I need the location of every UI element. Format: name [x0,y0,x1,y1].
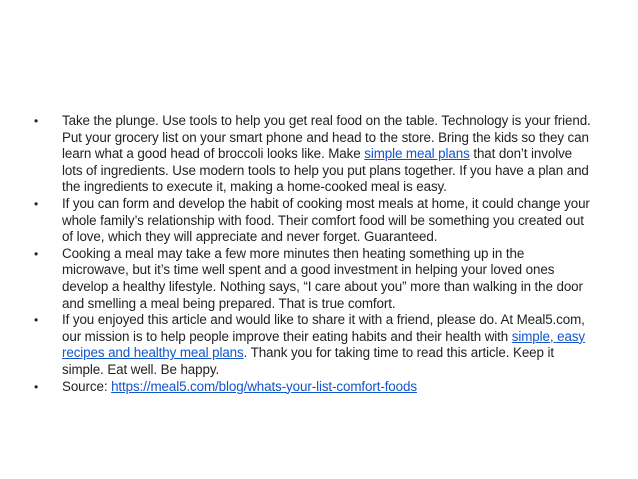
source-link[interactable]: https://meal5.com/blog/whats-your-list-comfort-foods [111,378,417,394]
bullet-marker: • [34,246,39,261]
bullet-marker: • [34,196,39,211]
bullet-text: . Thank you for taking time to read this article. Keep it simple. Eat well. Be happy. [62,345,554,377]
source-label: Source: [62,378,112,394]
simple-meal-plans-link[interactable]: simple meal plans [364,146,470,162]
bullet-item [34,246,594,312]
bullet-text: If you enjoyed this article and would like to share it with a friend, please do. At Meal5.com, our mission is to help people improve their eating habits and their health with [62,312,585,344]
bullet-marker: • [34,114,39,128]
bullet-item [34,113,594,196]
bullet-marker: • [34,379,39,394]
bullet-item [34,196,594,246]
bullet-item [34,379,594,396]
bullet-text: Cooking a meal may take a few more minutes then heating something up in the microwave, but it’s time well spent and a good investment in helping your loved ones develop a healthy lifestyle. Nothing says, “I care about you” more than walking in the door and smelling a meal being prepared. That is true comfort. [62,245,583,311]
bullet-text: If you can form and develop the habit of cooking most meals at home, it could change your whole family’s relationship with food. Their comfort food will be something you created out of love, which they will appreciate and never forget. Guaranteed. [62,195,590,245]
bullet-list [34,113,594,395]
bullet-text: Take the plunge. Use tools to help you get real food on the table. Technology is your friend. Put your grocery list on your smart phone and head to the store. Bring the kids so they can learn what a good head of broccoli looks like. Make [62,113,591,162]
bullet-marker: • [34,313,39,328]
recipes-meal-plans-link[interactable]: simple, easy recipes and healthy meal plans [62,328,586,361]
bullet-text: that don’t involve lots of ingredients. Use modern tools to help you put plans together. If you have a plan and the ingredients to execute it, making a home-cooked meal is easy. [62,146,589,195]
bullet-item [34,312,594,378]
